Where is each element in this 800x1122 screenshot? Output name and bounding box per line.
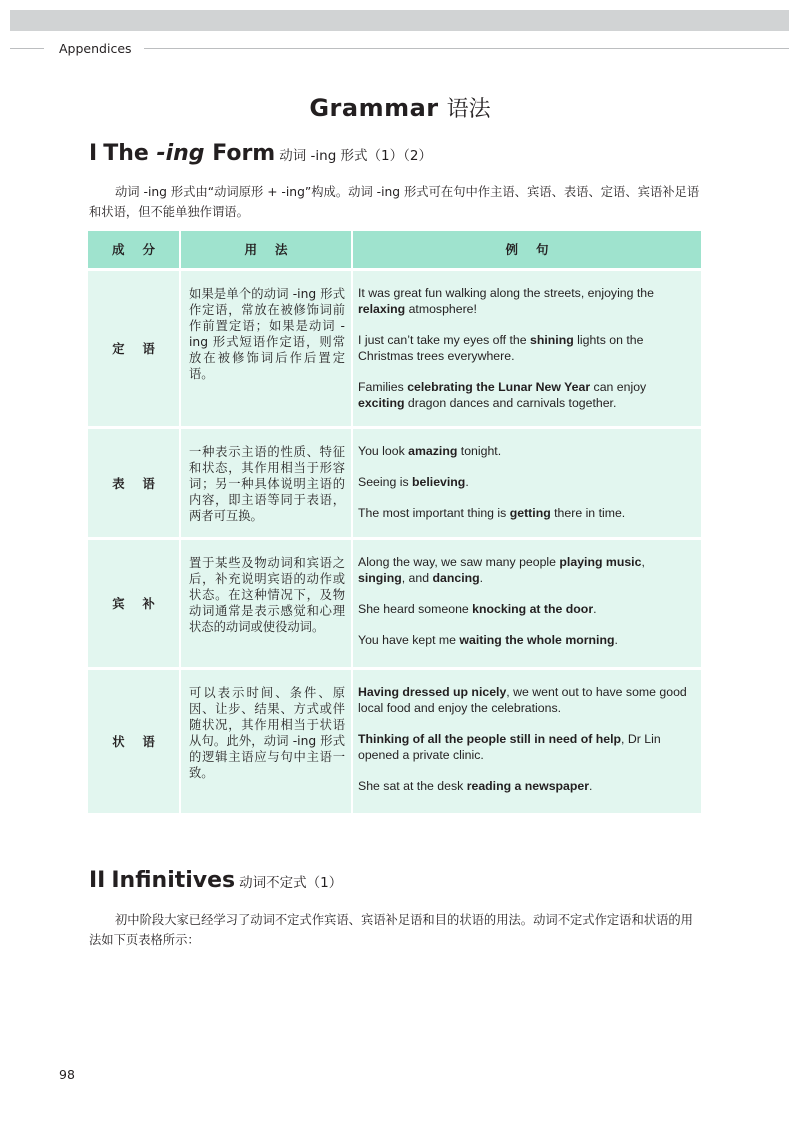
examples-cell	[352, 269, 701, 427]
top-banner-bar	[10, 10, 789, 31]
example-sentence: Along the way, we saw many people playing music, singing, and dancing.	[358, 554, 645, 585]
ing-form-table	[88, 231, 701, 813]
examples-cell	[352, 668, 701, 813]
component-cell: 宾补	[88, 538, 180, 668]
section-number: II	[89, 868, 106, 893]
example-sentence: Families celebrating the Lunar New Year can enjoy exciting dragon dances and carnivals together.	[358, 379, 647, 410]
example-sentence: The most important thing is getting there in time.	[358, 505, 626, 520]
usage-cell: 一种表示主语的性质、特征和状态，其作用相当于形容词；另一种具体说明主语的内容，即主语等同于表语，两者可互换。	[180, 427, 352, 538]
section-number: I	[89, 141, 98, 166]
header-rule-right	[144, 48, 789, 49]
section-title-cn: 动词 -ing 形式（1）（2）	[279, 148, 432, 164]
page-number: 98	[59, 1067, 75, 1082]
section-heading-infinitives	[89, 868, 342, 893]
section-intro-paragraph: 初中阶段大家已经学习了动词不定式作宾语、宾语补足语和目的状语的用法。动词不定式作定语和状语的用法如下页表格所示：	[89, 913, 693, 947]
example-sentence: Thinking of all the people still in need of help, Dr Lin opened a private clinic.	[358, 731, 661, 762]
example-sentence: I just can’t take my eyes off the shining lights on the Christmas trees everywhere.	[358, 332, 644, 363]
table-row	[88, 427, 701, 538]
example-sentence: She heard someone knocking at the door.	[358, 601, 597, 616]
example-sentence: Having dressed up nicely, we went out to have some good local food and enjoy the celebrations.	[358, 684, 687, 715]
example-sentence: She sat at the desk reading a newspaper.	[358, 778, 593, 793]
table-row	[88, 269, 701, 427]
example-sentence: You look amazing tonight.	[358, 443, 502, 458]
section-title-prefix: The	[103, 141, 157, 166]
section-title-suffix: Form	[204, 141, 276, 166]
column-header-examples: 例句	[352, 231, 701, 269]
example-sentence: It was great fun walking along the streets, enjoying the relaxing atmosphere!	[358, 285, 654, 316]
section-title-cn: 动词不定式（1）	[239, 875, 343, 891]
examples-cell	[352, 427, 701, 538]
component-cell: 状语	[88, 668, 180, 813]
table-row	[88, 668, 701, 813]
example-sentence: You have kept me waiting the whole morning.	[358, 632, 618, 647]
page-title-en: Grammar	[309, 94, 439, 122]
usage-cell: 置于某些及物动词和宾语之后，补充说明宾语的动作或状态。在这种情况下，及物动词通常是表示感觉和心理状态的动词或使役动词。	[180, 538, 352, 668]
examples-cell	[352, 538, 701, 668]
header-rule-left	[10, 48, 44, 49]
component-cell: 定语	[88, 269, 180, 427]
usage-cell: 可以表示时间、条件、原因、让步、结果、方式或伴随状况，其作用相当于状语从句。此外，动词 -ing 形式的逻辑主语应与句中主语一致。	[180, 668, 352, 813]
page-title-cn: 语法	[446, 97, 491, 122]
running-head: Appendices	[59, 41, 132, 56]
page-title	[0, 92, 800, 123]
section-intro-paragraph: 动词 -ing 形式由“动词原形 + -ing”构成。动词 -ing 形式可在句中作主语、宾语、表语、定语、宾语补足语和状语，但不能单独作谓语。	[89, 185, 700, 219]
component-cell: 表语	[88, 427, 180, 538]
table-row	[88, 538, 701, 668]
section-title	[103, 141, 275, 166]
section-heading-ing-form	[89, 141, 432, 166]
section-title: Infinitives	[111, 868, 236, 893]
usage-cell: 如果是单个的动词 -ing 形式作定语，常放在被修饰词前作前置定语；如果是动词 -ing 形式短语作定语，则常放在被修饰词后作后置定语。	[180, 269, 352, 427]
column-header-component: 成分	[88, 231, 180, 269]
column-header-usage: 用法	[180, 231, 352, 269]
table-header-row	[88, 231, 701, 269]
example-sentence: Seeing is believing.	[358, 474, 469, 489]
section-title-italic: -ing	[156, 141, 205, 166]
